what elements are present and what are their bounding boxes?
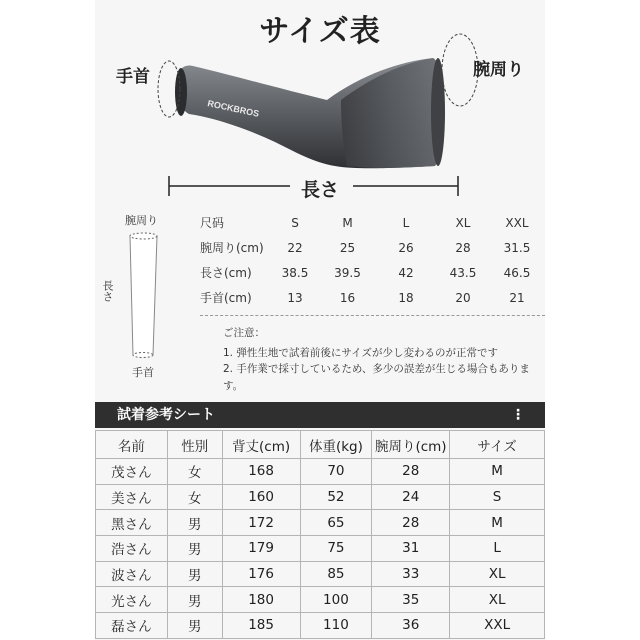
reference-cell: 浩さん: [96, 536, 168, 562]
small-wrist-label: 手首: [132, 366, 154, 379]
reference-cell: 黑さん: [96, 510, 168, 536]
notes-heading: ご注意：: [223, 327, 265, 339]
reference-cell: 31: [372, 536, 450, 562]
reference-cell: 85: [300, 561, 372, 587]
reference-cell: 女: [167, 459, 222, 485]
size-table-cell: 39.5: [334, 265, 361, 280]
table-row: [96, 484, 545, 510]
size-table-cell: 18: [398, 290, 414, 305]
size-table-cell: 31.5: [503, 240, 531, 255]
size-table-cell: 38.5: [281, 265, 309, 280]
reference-cell: 28: [372, 510, 450, 536]
reference-cell: L: [450, 536, 545, 562]
more-menu-icon: ⋮: [511, 407, 525, 423]
arm-circumference-label: 腕周り: [473, 60, 524, 80]
notes-line-1: 1. 弾性生地で試着前後にサイズが少し変わるのが正常です: [223, 346, 499, 359]
sleeve-upper-panel: [341, 58, 443, 168]
size-table-cell: 28: [455, 240, 471, 255]
reference-cell: 172: [222, 510, 300, 536]
reference-cell: 179: [222, 536, 300, 562]
small-arm-label: 腕周り: [125, 214, 158, 227]
notes-block: [223, 325, 543, 394]
reference-cell: 光さん: [96, 587, 168, 613]
reference-cell: 75: [300, 536, 372, 562]
size-table: [200, 210, 545, 310]
size-table-cell: 26: [398, 240, 414, 255]
reference-cell: 男: [167, 536, 222, 562]
reference-header-cell: 名前: [96, 431, 168, 459]
size-table-cell: 46.5: [503, 265, 531, 280]
reference-cell: 176: [222, 561, 300, 587]
reference-cell: 磊さん: [96, 613, 168, 639]
size-table-row: [200, 285, 545, 310]
size-table-cell: 長さ(cm): [200, 266, 252, 280]
reference-cell: 茂さん: [96, 459, 168, 485]
reference-header-cell: 性別: [167, 431, 222, 459]
table-row: [96, 536, 545, 562]
reference-cell: 33: [372, 561, 450, 587]
reference-cell: S: [450, 484, 545, 510]
reference-cell: 男: [167, 613, 222, 639]
reference-cell: 男: [167, 587, 222, 613]
reference-header-cell: 背丈(cm): [222, 431, 300, 459]
table-row: [96, 561, 545, 587]
size-table-row: [200, 235, 545, 260]
reference-cell: 180: [222, 587, 300, 613]
size-table-cell: 20: [455, 290, 471, 305]
table-row: [96, 510, 545, 536]
size-table-cell: 43.5: [449, 265, 477, 280]
reference-cell: XXL: [450, 613, 545, 639]
size-table-cell: 腕周り(cm): [200, 241, 264, 255]
size-table-cell: 42: [398, 265, 414, 280]
size-table-header-cell: L: [402, 215, 410, 230]
reference-header-cell: 体重(kg): [300, 431, 372, 459]
reference-cell: 160: [222, 484, 300, 510]
table-row: [96, 587, 545, 613]
reference-header-cell: サイズ: [450, 431, 545, 459]
small-length-label: 長さ: [101, 280, 114, 302]
size-table-header: [200, 210, 545, 235]
reference-cell: 28: [372, 459, 450, 485]
size-table-header-cell: XL: [455, 215, 471, 230]
reference-cell: 男: [167, 510, 222, 536]
wrist-label: 手首: [116, 67, 150, 87]
size-table-cell: 13: [287, 290, 303, 305]
reference-cell: 36: [372, 613, 450, 639]
arm-cuff: [431, 58, 445, 166]
reference-cell: 波さん: [96, 561, 168, 587]
size-table-cell: 22: [287, 240, 303, 255]
reference-table-header: [96, 431, 545, 459]
reference-cell: M: [450, 459, 545, 485]
brand-logo: ROCKBROS: [206, 98, 261, 119]
reference-header-cell: 腕周り(cm): [372, 431, 450, 459]
reference-cell: 65: [300, 510, 372, 536]
reference-cell: 100: [300, 587, 372, 613]
reference-cell: 女: [167, 484, 222, 510]
length-label: 長さ: [300, 179, 339, 201]
reference-cell: 52: [300, 484, 372, 510]
reference-cell: 185: [222, 613, 300, 639]
reference-cell: 男: [167, 561, 222, 587]
size-table-cell: 16: [339, 290, 356, 305]
reference-cell: 美さん: [96, 484, 168, 510]
size-table-cell: 手首(cm): [200, 291, 252, 305]
size-chart-page: [95, 0, 545, 640]
size-table-cell: 25: [339, 240, 356, 255]
reference-cell: 35: [372, 587, 450, 613]
table-row: [96, 613, 545, 639]
small-sleeve-figure: [95, 205, 200, 385]
reference-cell: 168: [222, 459, 300, 485]
reference-cell: 110: [300, 613, 372, 639]
page-title: サイズ表: [259, 14, 381, 49]
size-table-header-cell: 尺码: [200, 216, 225, 230]
reference-cell: XL: [450, 561, 545, 587]
size-table-cell: 21: [509, 290, 525, 305]
notes-line-2: 2. 手作業で採寸しているため、多少の誤差が生じる場合もあります。: [223, 363, 530, 392]
reference-cell: XL: [450, 587, 545, 613]
reference-cell: M: [450, 510, 545, 536]
size-table-header-cell: M: [342, 215, 353, 230]
reference-table: [95, 430, 545, 639]
table-row: [96, 459, 545, 485]
reference-cell: 70: [300, 459, 372, 485]
size-table-header-cell: XXL: [505, 215, 529, 230]
reference-sheet-title: 試着参考シート: [117, 407, 215, 423]
size-table-row: [200, 260, 545, 285]
reference-sheet-header: [95, 402, 545, 428]
reference-cell: 24: [372, 484, 450, 510]
notes-divider: [200, 315, 545, 316]
size-table-header-cell: S: [291, 215, 299, 230]
